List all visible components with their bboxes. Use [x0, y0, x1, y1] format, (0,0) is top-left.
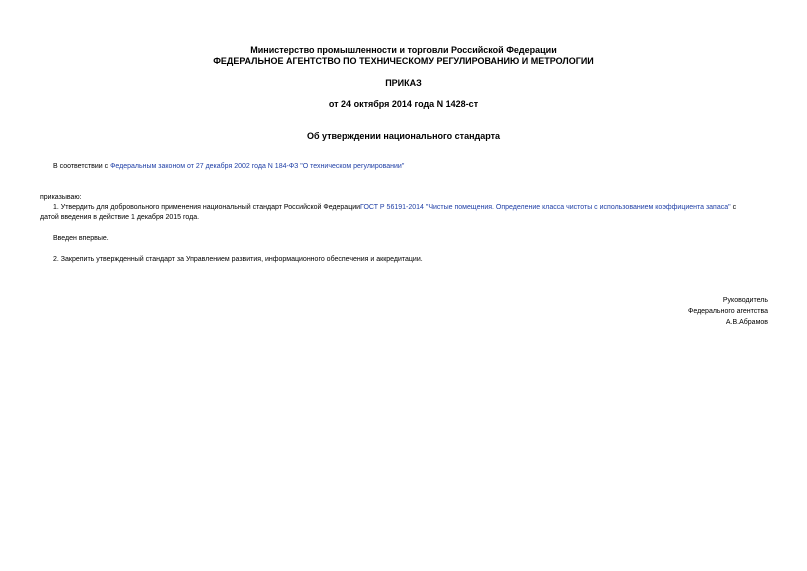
signature-position-2: Федерального агентства [688, 308, 768, 315]
agency-title: ФЕДЕРАЛЬНОЕ АГЕНТСТВО ПО ТЕХНИЧЕСКОМУ РЕГУЛИРОВАНИЮ И МЕТРОЛОГИИ [213, 56, 594, 66]
signature-position-1: Руководитель [722, 297, 768, 304]
ministry-title: Министерство промышленности и торговли Российской Федерации [250, 45, 557, 55]
item-1-suffix: с [730, 204, 737, 211]
document-date-number: от 24 октября 2014 года N 1428-ст [328, 99, 479, 109]
federal-law-link[interactable]: Федеральным законом от 27 декабря 2002 года N 184-ФЗ "О техническом регулировании" [110, 163, 405, 170]
introduced-note: Введен впервые. [53, 235, 109, 242]
item-2: 2. Закрепить утвержденный стандарт за Управлением развития, информационного обеспечения и аккредитации. [53, 256, 423, 263]
order-word: приказываю: [40, 194, 82, 201]
item-1-line-2: датой введения в действие 1 декабря 2015 года. [40, 214, 200, 221]
document-type: ПРИКАЗ [385, 78, 422, 88]
basis-prefix: В соответствии с [53, 163, 111, 170]
basis-paragraph [53, 162, 404, 172]
item-1-prefix: 1. Утвердить для добровольного применения национальный стандарт Российской Федерации [53, 204, 361, 211]
gost-standard-link[interactable]: ГОСТ Р 56191-2014 "Чистые помещения. Определение класса чистоты с использованием коэффициента запаса" [360, 204, 731, 211]
document-subject: Об утверждении национального стандарта [306, 131, 501, 141]
signature-name: А.В.Абрамов [725, 319, 768, 326]
item-1-line-1 [53, 203, 736, 213]
